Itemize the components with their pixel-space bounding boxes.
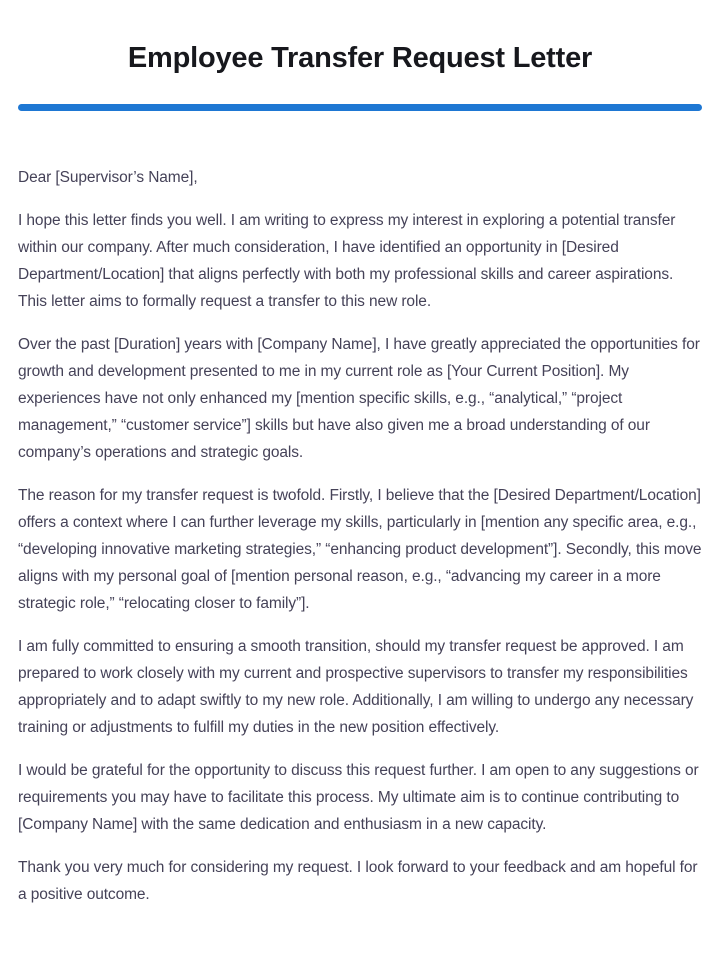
title-divider-bar — [18, 104, 702, 111]
letter-body — [18, 164, 702, 908]
paragraph-introduction: I hope this letter finds you well. I am writing to express my interest in exploring a potential transfer within our company. After much consideration, I have identified an opportunity in [Desired Department/Location] that aligns perfectly with both my professional skills and career aspirations. This letter aims to formally request a transfer to this new role. — [18, 212, 676, 310]
paragraph-closing-thanks: Thank you very much for considering my request. I look forward to your feedback and am hopeful for a positive outcome. — [18, 859, 698, 903]
letter-document-page — [0, 41, 720, 975]
paragraph-transition-commitment: I am fully committed to ensuring a smooth transition, should my transfer request be approved. I am prepared to work closely with my current and prospective supervisors to transfer my responsibilities appropriately and to adapt swiftly to my new role. Additionally, I am willing to undergo any necessary training or adjustments to fulfill my duties in the new position effectively. — [18, 638, 694, 736]
page-title: Employee Transfer Request Letter — [127, 42, 593, 74]
paragraph-experience: Over the past [Duration] years with [Company Name], I have greatly appreciated the opportunities for growth and development presented to me in my current role as [Your Current Position]. My experiences have not only enhanced my [mention specific skills, e.g., “analytical,” “project management,” “customer service”] skills but have also given me a broad understanding of our company’s operations and strategic goals. — [18, 336, 700, 461]
salutation-line: Dear [Supervisor’s Name], — [18, 169, 198, 186]
paragraph-reason: The reason for my transfer request is twofold. Firstly, I believe that the [Desired Department/Location] offers a context where I can further leverage my skills, particularly in [mention any specific area, e.g., “developing innovative marketing strategies,” “enhancing product development”]. Secondly, this move aligns with my personal goal of [mention personal reason, e.g., “advancing my career in a more strategic role,” “relocating closer to family”]. — [18, 487, 702, 612]
paragraph-discussion-request: I would be grateful for the opportunity to discuss this request further. I am open to any suggestions or requirements you may have to facilitate this process. My ultimate aim is to continue contributing to [Company Name] with the same dedication and enthusiasm in a new capacity. — [18, 762, 699, 833]
